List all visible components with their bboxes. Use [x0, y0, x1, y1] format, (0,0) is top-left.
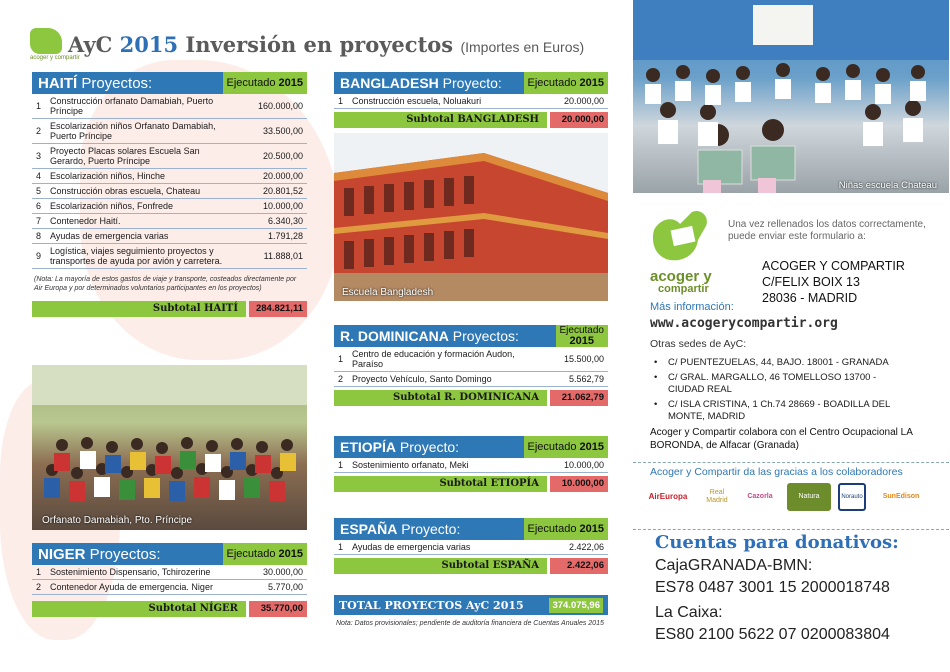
bank-2-iban: ES80 2100 5622 07 0200083804	[655, 626, 890, 643]
sponsor-sunedison-logo: SunEdison	[882, 493, 920, 500]
project-row	[334, 94, 608, 109]
project-amount: 30.000,00	[235, 565, 307, 580]
project-description: Logística, viajes seguimiento proyectos y transportes de ayuda por avión y carretera.	[48, 244, 235, 269]
section-header	[32, 72, 307, 94]
project-description: Sostenimiento orfanato, Meki	[350, 458, 536, 473]
section-header	[334, 72, 608, 94]
project-amount: 11.888,01	[235, 244, 307, 269]
section-title: R. DOMINICANA Proyectos:	[340, 328, 519, 344]
project-number: 2	[334, 372, 350, 387]
more-info-label: Más información:	[650, 301, 734, 313]
project-number: 7	[32, 214, 48, 229]
project-number: 3	[32, 144, 48, 169]
project-number: 8	[32, 229, 48, 244]
projects-table	[334, 540, 608, 555]
section-header	[334, 436, 608, 458]
section-bangladesh	[334, 72, 608, 128]
project-description: Sostenimiento Dispensario, Tchirozerine	[48, 565, 235, 580]
project-row	[32, 184, 307, 199]
project-row	[334, 372, 608, 387]
photo-children-illustration	[32, 365, 307, 530]
project-amount: 20.801,52	[235, 184, 307, 199]
project-description: Proyecto Vehículo, Santo Domingo	[350, 372, 536, 387]
project-description: Escolarización niños, Fonfrede	[48, 199, 235, 214]
sponsor-aireuropa-logo: AirEuropa	[648, 492, 688, 501]
project-amount: 10.000,00	[536, 458, 608, 473]
total-bar	[334, 595, 608, 615]
project-amount: 20.000,00	[536, 94, 608, 109]
sponsor-natura-logo: Natura	[787, 483, 831, 511]
project-amount: 160.000,00	[235, 94, 307, 119]
project-amount: 2.422,06	[536, 540, 608, 555]
form-instructions: Una vez rellenados los datos correctamente, puede enviar este formulario a:	[728, 219, 926, 242]
address-line-1: ACOGER Y COMPARTIR	[762, 259, 905, 273]
subtotal-row	[334, 390, 608, 406]
collab-text: Acoger y Compartir colabora con el Centro Ocupacional LA BORONDA, de Alfacar (Granada)	[650, 427, 913, 451]
subtotal-value: 2.422,06	[550, 558, 608, 574]
section-header	[32, 543, 307, 565]
project-amount: 5.770,00	[235, 580, 307, 595]
subtotal-label: Subtotal BANGLADESH	[334, 112, 547, 128]
project-amount: 20.000,00	[235, 169, 307, 184]
total-value: 374.075,96	[549, 598, 603, 613]
project-row	[32, 94, 307, 119]
executed-label: Ejecutado 2015	[524, 72, 608, 94]
project-description: Construcción obras escuela, Chateau	[48, 184, 235, 199]
photo-building-illustration	[334, 133, 608, 301]
projects-table	[334, 347, 608, 387]
sede-item: • C/ PUENTEZUELAS, 44, BAJO. 18001 - GRANADA	[650, 357, 912, 370]
address-line-2: C/FELIX BOIX 13	[762, 275, 860, 289]
haiti-note: (Nota: La mayoría de estos gastos de viaje y transporte, costeados directamente por Air Europa y por determinados voluntarios participantes en los proyectos)	[34, 276, 297, 292]
project-amount: 6.340,30	[235, 214, 307, 229]
subtotal-label: Subtotal HAITÍ	[32, 301, 246, 317]
sede-item: • C/ ISLA CRISTINA, 1 Ch.74 28669 - BOADILLA DEL MONTE, MADRID	[650, 399, 912, 424]
executed-label: Ejecutado 2015	[556, 325, 608, 347]
project-number: 5	[32, 184, 48, 199]
brand-logo	[30, 28, 62, 54]
section-title: ETIOPÍA Proyecto:	[340, 439, 460, 455]
brand-tagline: acoger y compartir	[30, 55, 80, 61]
logo-text	[650, 270, 712, 296]
subtotal-label: Subtotal NÍGER	[32, 601, 246, 617]
title-main: AyC	[68, 32, 120, 57]
subtotal-value: 10.000,00	[550, 476, 608, 492]
project-amount: 15.500,00	[536, 347, 608, 372]
project-description: Construcción escuela, Noluakuri	[350, 94, 536, 109]
brand-logo-large	[650, 210, 716, 268]
logo-text-2: compartir	[658, 283, 709, 295]
project-row	[32, 144, 307, 169]
subtotal-value: 21.062,79	[550, 390, 608, 406]
project-row	[334, 458, 608, 473]
subtotal-value: 284.821,11	[249, 301, 307, 317]
project-amount: 1.791,28	[235, 229, 307, 244]
project-row	[32, 580, 307, 595]
project-number: 9	[32, 244, 48, 269]
bank-1-name: CajaGRANADA-BMN:	[655, 557, 813, 574]
section-espana	[334, 518, 608, 574]
project-row	[32, 244, 307, 269]
photo-caption: Escuela Bangladesh	[342, 287, 434, 298]
projects-table	[334, 94, 608, 109]
project-row	[32, 119, 307, 144]
sedes-list	[650, 357, 912, 426]
subtotal-label: Subtotal R. DOMINICANA	[334, 390, 547, 406]
project-description: Contenedor Haití.	[48, 214, 235, 229]
project-number: 1	[334, 347, 350, 372]
sponsor-cazorla-logo: Cazorla	[747, 493, 773, 500]
thanks-text: Acoger y Compartir da las gracias a los colaboradores	[650, 466, 903, 478]
project-description: Proyecto Placas solares Escuela San Gerardo, Puerto Príncipe	[48, 144, 235, 169]
logo-hands-icon	[650, 210, 716, 268]
project-description: Ayudas de emergencia varias	[48, 229, 235, 244]
section-title: ESPAÑA Proyecto:	[340, 521, 461, 537]
section-title: HAITÍ Proyectos:	[38, 74, 153, 92]
project-amount: 20.500,00	[235, 144, 307, 169]
section-title: NIGER Proyectos:	[38, 545, 161, 563]
project-number: 1	[32, 94, 48, 119]
mailing-address	[762, 258, 905, 306]
subtotal-value: 20.000,00	[550, 112, 608, 128]
page-title	[68, 32, 584, 57]
project-amount: 33.500,00	[235, 119, 307, 144]
project-number: 6	[32, 199, 48, 214]
projects-table	[32, 565, 307, 595]
bank-2-name: La Caixa:	[655, 604, 723, 621]
section-header	[334, 518, 608, 540]
subtotal-label: Subtotal ESPAÑA	[334, 558, 547, 574]
project-number: 2	[32, 580, 48, 595]
project-number: 1	[334, 540, 350, 555]
section-niger	[32, 543, 307, 617]
project-description: Escolarización niños Orfanato Damabiah, Puerto Príncipe	[48, 119, 235, 144]
title-units: (Importes en Euros)	[460, 39, 585, 55]
address-line-3: 28036 - MADRID	[762, 291, 858, 305]
executed-label: Ejecutado 2015	[524, 436, 608, 458]
subtotal-row	[334, 476, 608, 492]
projects-table	[32, 94, 307, 269]
website-link[interactable]: www.acogerycompartir.org	[650, 316, 838, 331]
project-row	[32, 565, 307, 580]
executed-label: Ejecutado 2015	[524, 518, 608, 540]
subtotal-row	[32, 301, 307, 317]
photo-caption: Niñas escuela Chateau	[838, 180, 937, 191]
subtotal-value: 35.770,00	[249, 601, 307, 617]
section-header	[334, 325, 608, 347]
total-note: Nota: Datos provisionales; pendiente de auditoría financiera de Cuentas Anuales 2015	[336, 620, 604, 627]
project-row	[334, 347, 608, 372]
project-description: Ayudas de emergencia varias	[350, 540, 536, 555]
logo-text-1: acoger y	[650, 268, 712, 285]
subtotal-label: Subtotal ETIOPÍA	[334, 476, 547, 492]
title-year: 2015	[119, 32, 179, 57]
photo-classroom-illustration	[633, 0, 949, 193]
project-amount: 10.000,00	[235, 199, 307, 214]
bank-1-iban: ES78 0487 3001 15 2000018748	[655, 579, 890, 596]
project-number: 1	[334, 94, 350, 109]
photo-orfanato	[32, 365, 307, 530]
project-description: Contenedor Ayuda de emergencia. Niger	[48, 580, 235, 595]
project-number: 4	[32, 169, 48, 184]
project-number: 1	[32, 565, 48, 580]
subtotal-row	[32, 601, 307, 617]
project-amount: 5.562,79	[536, 372, 608, 387]
photo-ninas-chateau	[633, 0, 949, 193]
project-description: Construcción orfanato Damabiah, Puerto Príncipe	[48, 94, 235, 119]
sede-item: • C/ GRAL. MARGALLO, 46 TOMELLOSO 13700 - CIUDAD REAL	[650, 372, 912, 397]
other-sedes-label: Otras sedes de AyC:	[650, 338, 747, 350]
sponsor-norauto-logo: Norauto	[838, 483, 866, 511]
executed-label: Ejecutado 2015	[223, 72, 307, 94]
project-description: Escolarización niños, Hinche	[48, 169, 235, 184]
executed-label: Ejecutado 2015	[223, 543, 307, 565]
section-etiopia	[334, 436, 608, 492]
accounts-title: Cuentas para donativos:	[655, 532, 899, 553]
project-row	[32, 214, 307, 229]
project-row	[32, 199, 307, 214]
project-row	[32, 229, 307, 244]
project-row	[32, 169, 307, 184]
subtotal-row	[334, 558, 608, 574]
project-number: 1	[334, 458, 350, 473]
photo-escuela-bangladesh	[334, 133, 608, 301]
subtotal-row	[334, 112, 608, 128]
project-number: 2	[32, 119, 48, 144]
section-haiti	[32, 72, 307, 317]
total-label: TOTAL PROYECTOS AyC 2015	[339, 598, 524, 612]
project-description: Centro de educación y formación Audon, Paraíso	[350, 347, 536, 372]
section-rdominicana	[334, 325, 608, 406]
sponsor-realmadrid-logo: Real Madrid	[706, 489, 728, 504]
photo-caption: Orfanato Damabiah, Pto. Príncipe	[42, 515, 193, 526]
title-text: Inversión en proyectos	[178, 32, 461, 57]
project-row	[334, 540, 608, 555]
projects-table	[334, 458, 608, 473]
section-title: BANGLADESH Proyecto:	[340, 75, 502, 91]
